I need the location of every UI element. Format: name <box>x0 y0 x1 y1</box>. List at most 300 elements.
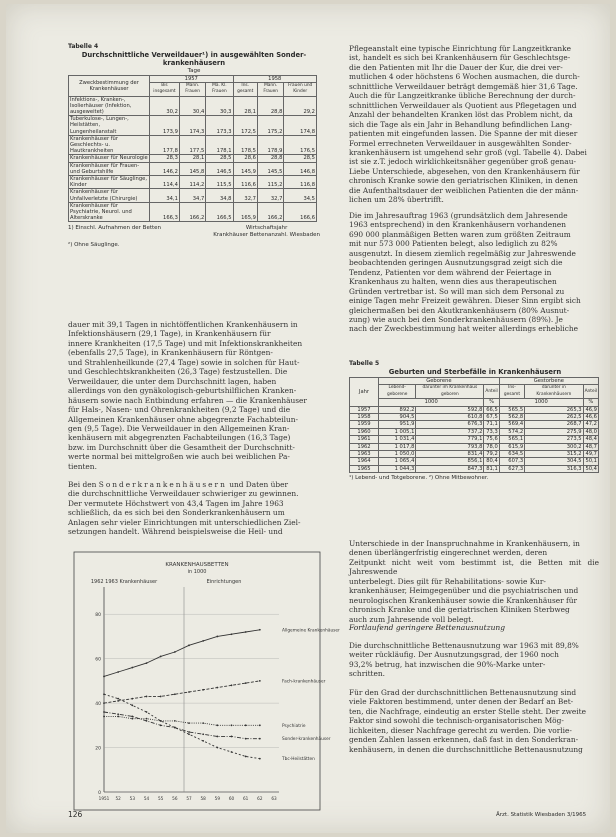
table4-row-label: Krankenhäuser für Geschlechts- u. Hautkrankheiten <box>69 135 150 155</box>
table5-unit: 1000 <box>379 399 484 406</box>
table5-cell: 847,3 <box>416 465 484 472</box>
table5-cell: 81,1 <box>484 465 499 472</box>
table5-sub-header: Ins-gesamt <box>499 385 524 399</box>
bed-chart-svg <box>74 552 340 810</box>
table4-cell: 166,5 <box>206 202 233 222</box>
chart-point <box>202 733 204 735</box>
chart-point <box>146 711 148 713</box>
table4-row-label: Krankenhäuser für Psychiatrie, Neurol. und Alterskranke <box>69 202 150 222</box>
table4-cell: 30,3 <box>206 96 233 116</box>
chart-point <box>117 700 119 702</box>
table5-cell: 275,9 <box>525 428 583 435</box>
table5-year: 1965 <box>350 465 379 472</box>
table5-unit: % <box>583 399 598 406</box>
table4-cell: 116,8 <box>284 176 317 189</box>
text-line: Infektionshäusern (29,1 Tage), in Krankenhäusern für <box>68 329 271 339</box>
text-line: Pflegeanstalt eine typische Einrichtung für Langzeitkranke <box>349 44 571 53</box>
chart-x-tick: 60 <box>228 796 235 801</box>
table5 <box>349 377 599 473</box>
chart-point <box>174 651 176 653</box>
table5-cell: 856,1 <box>416 458 484 465</box>
chart-point <box>259 680 261 682</box>
chart-y-tick: 0 <box>98 791 101 796</box>
table4-cell: 34,7 <box>179 189 205 202</box>
text-line: gen (9,5 Tage). Die Verweildauer in den Allgemeinen Kran- <box>68 423 290 433</box>
text-line: gleichermaßen bei den Akutkrankenhäusern (80% Ausnut- <box>349 305 570 315</box>
chart-point <box>216 736 218 738</box>
text-line: die durchschnittliche Verweildauer schwieriger zu gewinnen. <box>68 489 299 499</box>
chart-point <box>245 738 247 740</box>
table4-cell: 34,8 <box>206 189 233 202</box>
right-column-paragraph-3 <box>349 539 599 624</box>
text-line: 1963 entsprechend) in den Krankenhäusern vorhandenen <box>349 220 567 230</box>
table4-cell: 178,9 <box>257 135 283 155</box>
table4-footer-right-top: Wirtschaftsjahr <box>245 225 288 232</box>
table5-cell: 1 044,3 <box>379 465 416 472</box>
table5-cell: 1 031,4 <box>379 436 416 443</box>
table5-cell: 1 050,0 <box>379 451 416 458</box>
text-line: weiter rückläufig. Der Ausnutzungsgrad, der 1960 noch <box>349 650 559 660</box>
table4-cell: 174,3 <box>179 116 205 136</box>
table5-cell: 67,5 <box>484 414 499 421</box>
table5-cell: 73,3 <box>484 428 499 435</box>
table4-footnote: ²) Ohne Säuglinge. <box>68 242 120 249</box>
chart-x-tick: 59 <box>214 796 221 801</box>
chart-point <box>245 724 247 726</box>
chart-point <box>131 718 133 720</box>
chart-series-line <box>104 681 260 703</box>
chart-x-tick: 57 <box>186 796 192 801</box>
chart-x-tick: 54 <box>143 796 150 801</box>
chart-point <box>245 756 247 758</box>
table5-cell: 831,4 <box>416 451 484 458</box>
table5-cell: 607,3 <box>499 458 524 465</box>
text-line: für Hals-, Nasen- und Ohrenkrankheiten (9,2 Tage) und die <box>68 405 291 415</box>
table5-cell: 48,4 <box>583 436 598 443</box>
table5-cell: 592,8 <box>416 406 484 413</box>
chart-title: KRANKENHAUSBETTEN <box>165 562 229 568</box>
table5-unit: % <box>484 399 499 406</box>
text-line: mit nur 573 000 Patienten belegt, also lediglich zu 82% <box>349 239 558 249</box>
table4-cell: 114,4 <box>150 176 180 189</box>
table4-block <box>68 43 320 249</box>
table4-row <box>69 116 317 136</box>
table4-cell: 30,2 <box>150 96 180 116</box>
text-line: ten, die Nachfrage, eindeutig an erster Stelle steht. Der zweite <box>349 706 586 716</box>
chart-point <box>117 713 119 715</box>
table4-cell: 178,5 <box>233 135 257 155</box>
table5-cell: 48,0 <box>583 428 598 435</box>
chart-point <box>259 724 261 726</box>
table5-year: 1963 <box>350 451 379 458</box>
table4-row-label: Tuberkulose-, Lungen-, Heilstätten, Lungenheilanstalt <box>69 116 150 136</box>
table4-row-label: Krankenhäuser für Frauen- und Geburtshilfe <box>69 162 150 175</box>
text-line: schnittliche Verweildauer beträgt demgemäß hier 31,6 Tage. <box>349 81 578 91</box>
table4-col-header: Frauen und Kinder <box>284 83 317 96</box>
chart-point <box>117 671 119 673</box>
text-line: kenhäusern mit abgegrenzten Fachabteilungen (16,3 Tage) <box>68 433 291 443</box>
chart-point <box>259 758 261 760</box>
footer-right: Ärzt. Statistik Wiesbaden 3/1965 <box>496 812 587 818</box>
chart-point <box>259 738 261 740</box>
chart-series-line <box>104 712 260 739</box>
document-page <box>6 4 610 833</box>
text-line: die Aufenthaltsdauer der weiblichen Patienten die der männ- <box>349 185 579 195</box>
chart-series-line <box>104 716 260 725</box>
chart-point <box>103 693 105 695</box>
table5-sub-header: Anteil <box>583 385 598 399</box>
table4-cell: 177,8 <box>150 135 180 155</box>
chart-point <box>103 716 105 718</box>
table5-cell: 273,5 <box>525 436 583 443</box>
chart-y-tick: 40 <box>95 702 101 708</box>
table4-cell: 32,7 <box>233 189 257 202</box>
table5-year-header: Jahr <box>350 378 379 407</box>
text-line: beobachtenden geringen Ausnutzungsgrad zeigt sich die <box>349 258 563 268</box>
text-line: Anzahl der behandelten Kranken löst das Problem nicht, da <box>349 110 573 120</box>
table4-footer-right-bottom: Krankhäuser Bettenanzahl. Wiesbaden <box>213 232 320 239</box>
table4-cell: 166,3 <box>150 202 180 222</box>
text-line: Unterschiede in der Inanspruchnahme in Krankenhäusern, in <box>349 539 580 548</box>
text-line: Anlagen sehr vieler Einrichtungen mit unterschiedlichen Ziel- <box>68 517 301 527</box>
table4-cell: 177,5 <box>179 135 205 155</box>
table5-cell: 565,1 <box>499 436 524 443</box>
chart-point <box>231 736 233 738</box>
table5-row <box>350 406 599 413</box>
text-line: Tendenz, Patienten vor dem während der Feiertage in <box>349 267 552 277</box>
chart-point <box>160 724 162 726</box>
table5-cell: 1 005,1 <box>379 428 416 435</box>
text-line: auch zum Jahresende voll belegt. <box>349 614 474 624</box>
table5-cell: 75,6 <box>484 436 499 443</box>
table5-year: 1961 <box>350 436 379 443</box>
table5-cell: 779,1 <box>416 436 484 443</box>
table4-row <box>69 155 317 162</box>
chart-x-tick: 63 <box>271 796 277 801</box>
text-line: Der vermutete Höchstwert von 43,4 Tagen im Jahre 1963 <box>68 498 284 508</box>
table4-cell: 146,8 <box>284 162 317 175</box>
text-line: werte normal bei mittelgroßen wie auch bei weiblichen Pa- <box>68 452 290 462</box>
chart-point <box>146 720 148 722</box>
table5-unit: 1000 <box>499 399 583 406</box>
section-heading: Fortlaufend geringere Bettenausnutzung <box>349 623 506 632</box>
left-para2-emphasis: Sonderkrankenhäusern <box>98 480 227 489</box>
table4-cell: 34,1 <box>150 189 180 202</box>
table5-row <box>350 436 599 443</box>
table5-cell: 268,7 <box>525 421 583 428</box>
text-line: denen überlängerfristig eingerechnet werden, deren <box>349 548 548 558</box>
text-line: Die durchschnittliche Bettenausnutzung war 1963 mit 89,8% <box>349 641 579 650</box>
text-line: Zeitpunkt nicht weit vom bestimmt ist, die Betten mit die Jahreswende <box>349 557 599 577</box>
table5-cell: 46,9 <box>583 406 598 413</box>
table5-cell: 300,2 <box>525 443 583 450</box>
text-line: häusern sowie nach Entbindung erfahren — die Krankenhäuser <box>68 395 307 405</box>
chart-point <box>131 716 133 718</box>
table5-cell: 49,7 <box>583 451 598 458</box>
table5-cell: 627,3 <box>499 465 524 472</box>
table5-label: Tabelle 5 <box>349 360 380 367</box>
table4-cell: 28,1 <box>233 96 257 116</box>
table5-cell: 574,2 <box>499 428 524 435</box>
chart-x-tick: 55 <box>157 796 164 801</box>
table4-row <box>69 162 317 175</box>
table4-cell: 166,6 <box>284 202 317 222</box>
chart-point <box>131 667 133 669</box>
chart-point <box>103 702 105 704</box>
text-line: sich die Tage als ein Jahr in Behandlung befindlichen Lang- <box>349 119 573 129</box>
chart-point <box>117 698 119 700</box>
table5-row <box>350 414 599 421</box>
text-line: kenhäusern, in denen die durchschnittliche Bettenausnutzung <box>349 744 583 754</box>
text-line: ist, handelt es sich bei Krankenhäusern für Geschlechtsge- <box>349 53 571 63</box>
table5-year: 1960 <box>350 428 379 435</box>
text-line: die den Patienten mit Ihr die Dauer der Kur, die drei ver- <box>349 62 563 72</box>
table4-row <box>69 189 317 202</box>
text-line: unterbelegt. Dies gilt für Rehabilitations- sowie Kur- <box>349 576 546 586</box>
table4-cell: 29,2 <box>284 96 317 116</box>
table4-cell: 173,9 <box>150 116 180 136</box>
table4-cell: 28,3 <box>150 155 180 162</box>
chart-point <box>160 656 162 658</box>
table5-cell: 634,5 <box>499 451 524 458</box>
right-column-paragraph-5 <box>349 688 599 754</box>
chart-point <box>188 722 190 724</box>
text-line: krankenhäusern ist umgehend sehr groß (vgl. Tabelle 4). Dabei <box>349 147 587 157</box>
chart-point <box>231 684 233 686</box>
table4-cell: 28,5 <box>284 155 317 162</box>
table4-label: Tabelle 4 <box>68 43 99 50</box>
table4-year-header: 1957 <box>150 76 234 83</box>
chart-point <box>216 636 218 638</box>
left-column-paragraph-1 <box>68 320 320 471</box>
text-line: nach der Zweckbestimmung hat weiter allerdings erhebliche <box>349 324 579 334</box>
text-line: innere Krankheiten (17,5 Tage) und mit Infektionskrankheiten <box>68 338 303 348</box>
table5-cell: 904,5 <box>379 414 416 421</box>
chart-point <box>146 696 148 698</box>
chart-point <box>146 662 148 664</box>
right-column-paragraph-1 <box>349 44 599 205</box>
chart-point <box>131 698 133 700</box>
table5-cell: 565,5 <box>499 406 524 413</box>
table5-block <box>349 360 601 482</box>
page-number: 126 <box>68 810 83 819</box>
table5-cell: 46,6 <box>583 414 598 421</box>
table5-cell: 676,3 <box>416 421 484 428</box>
table5-cell: 315,2 <box>525 451 583 458</box>
table4-cell: 28,6 <box>233 155 257 162</box>
table5-cell: 892,2 <box>379 406 416 413</box>
text-line: Formel errechneten Verweildauer in ausgewählten Sonder- <box>349 138 572 148</box>
table5-sub-header: Anteil <box>484 385 499 399</box>
table5-title: Geburten und Sterbefälle in Krankenhäusern <box>388 368 562 376</box>
text-line: schnittlichen Verweildauer als Quotient aus Pflegetagen und <box>349 100 577 110</box>
table5-cell: 951,9 <box>379 421 416 428</box>
table5-cell: 316,3 <box>525 465 583 472</box>
chart-x-tick: 1951 <box>98 796 110 801</box>
chart-point <box>174 720 176 722</box>
table4-cell: 34,5 <box>284 189 317 202</box>
bed-chart <box>74 552 340 810</box>
table5-cell: 793,8 <box>416 443 484 450</box>
chart-x-tick: 56 <box>172 796 178 801</box>
table4-footer-left: 1) Einschl. Aufnahmen der Betten <box>68 225 162 232</box>
text-line: viele Faktoren bestimmend, unter denen der Bedarf an Bet- <box>349 697 574 707</box>
chart-x-tick: 58 <box>200 796 206 801</box>
table4-row-label: Krankenhäuser für Säuglinge, Kinder <box>69 176 150 189</box>
table4-cell: 176,5 <box>284 135 317 155</box>
table4-cell: 145,9 <box>233 162 257 175</box>
table4-cell: 28,8 <box>257 155 283 162</box>
chart-point <box>160 720 162 722</box>
table4-cell: 146,2 <box>150 162 180 175</box>
table4-col-header: Mä. Kl. Frauen <box>206 83 233 96</box>
table4-row <box>69 176 317 189</box>
text-line: ausgenutzt. In diesem ziemlich regelmäßig zur Jahreswende <box>349 248 576 258</box>
table4-cell: 32,7 <box>257 189 283 202</box>
table4 <box>68 75 317 222</box>
right-column-paragraph-4 <box>349 641 599 679</box>
table5-cell: 1 065,4 <box>379 458 416 465</box>
table5-row <box>350 443 599 450</box>
table4-unit: Tage <box>187 68 201 74</box>
table5-cell: 562,8 <box>499 414 524 421</box>
chart-x-tick: 61 <box>242 796 249 801</box>
table5-cell: 265,3 <box>525 406 583 413</box>
text-line: 93,2% betrug, hat inzwischen die 90%-Marke unter- <box>349 659 546 669</box>
table4-col-header: Ins. gesamt <box>233 83 257 96</box>
table4-title-line1: Durchschnittliche Verweildauer¹) in ausgewählten Sonder- <box>81 51 307 59</box>
text-line: lichen um 28% übertrifft. <box>349 195 444 205</box>
table4-cell: 175,2 <box>257 116 283 136</box>
text-line: lichkeiten, dieser Nachfrage gerecht zu werden. Die vorlie- <box>349 725 572 735</box>
text-line: einige Tagen mehr Freizeit gewähren. Dieser Sinn ergibt sich <box>349 296 581 306</box>
text-line: ist sie z.T. jedoch wirklichkeitsnäher gegenüber groß genau- <box>349 157 576 167</box>
chart-point <box>188 733 190 735</box>
chart-point <box>202 740 204 742</box>
table4-cell: 165,9 <box>233 202 257 222</box>
chart-y-tick: 80 <box>95 613 101 619</box>
chart-point <box>103 676 105 678</box>
text-line: Verweildauer, die unter dem Durchschnitt lagen, haben <box>68 376 277 386</box>
chart-point <box>160 696 162 698</box>
chart-y-tick: 20 <box>95 746 101 752</box>
table5-sub-header: darunter im Krankenhaus geboren <box>416 385 484 399</box>
chart-point <box>216 724 218 726</box>
text-line: neurologischen Krankenhäuser sowie die Krankenhäuser für <box>349 595 578 605</box>
table5-cell: 262,5 <box>525 414 583 421</box>
text-line: dauer mit 39,1 Tagen in nichtöffentlichen Krankenhäusern in <box>68 320 298 329</box>
table4-cell: 116,6 <box>233 176 257 189</box>
chart-point <box>146 718 148 720</box>
table5-sub-header: Lebend-geborene <box>379 385 416 399</box>
table4-row-label: Infektions-, Kranken-, Isolierhäuser (Infektion, ausgeweitet) <box>69 96 150 116</box>
chart-point <box>131 704 133 706</box>
text-line: Allgemeinen Krankenhäuser ohne abgegrenzte Fachabteilun- <box>68 414 299 424</box>
table4-group-header: Zweckbestimmung der Krankenhäuser <box>69 76 150 97</box>
chart-point <box>188 731 190 733</box>
text-line: (ebenfalls 27,5 Tage), in Krankenhäusern für Röntgen- <box>68 348 273 358</box>
table4-cell: 28,5 <box>206 155 233 162</box>
table5-cell: 47,2 <box>583 421 598 428</box>
table5-cell: 615,9 <box>499 443 524 450</box>
chart-point <box>188 644 190 646</box>
table4-cell: 166,2 <box>257 202 283 222</box>
table5-year: 1957 <box>350 406 379 413</box>
text-line: Liebe Unterschiede, abgesehen, von den Krankenhäusern für <box>349 166 580 176</box>
table4-cell: 145,5 <box>257 162 283 175</box>
table4-row <box>69 96 317 116</box>
chart-point <box>216 747 218 749</box>
chart-point <box>231 724 233 726</box>
chart-y-tick: 60 <box>95 657 101 663</box>
chart-point <box>174 727 176 729</box>
table4-cell: 114,2 <box>179 176 205 189</box>
table5-cell: 48,7 <box>583 443 598 450</box>
table4-cell: 115,5 <box>206 176 233 189</box>
chart-point <box>174 693 176 695</box>
chart-point <box>117 716 119 718</box>
chart-series-label: Psychiatrie <box>282 723 306 729</box>
chart-series-label: Fach-krankenhäuser <box>282 679 326 685</box>
table4-cell: 28,1 <box>179 155 205 162</box>
text-line: Für den Grad der durchschnittlichen Bettenausnutzung sind <box>349 688 577 697</box>
chart-series-label: Allgemeine Krankenhäuser <box>282 628 340 634</box>
table4-row <box>69 202 317 222</box>
text-line: setzungen handelt. Während beispielsweise die Heil- und <box>68 527 283 537</box>
chart-series-line <box>104 630 260 677</box>
text-line: Auch die für Langzeitkranke übliche Berechnung der durch- <box>349 91 576 101</box>
chart-series-line <box>104 694 260 758</box>
table4-row-label: Krankenhäuser für Neurologie <box>70 155 148 162</box>
text-line: Gründen vertretbar ist. So will man sich dem Personal zu <box>349 286 565 296</box>
table5-cell: 737,2 <box>416 428 484 435</box>
table4-title-line2: krankenhäusern <box>162 59 226 67</box>
text-line: schließlich, da es sich bei den Sonderkrankenhäusern um <box>68 508 285 518</box>
text-line: krankenhäuser, Heimgegenüber und die psychiatrischen und <box>349 586 579 596</box>
table5-cell: 50,4 <box>583 465 598 472</box>
table4-cell: 174,8 <box>284 116 317 136</box>
table4-col-header: Mann. Frauen <box>257 83 283 96</box>
text-line: zung) wie auch bei den Sonderkrankenhäusern (89%). Je <box>349 314 563 324</box>
table5-group-header: Gestorbene <box>499 378 598 385</box>
left-para2-lead: Bei den <box>68 480 97 489</box>
text-line: patienten mit eingefunden lassen. Die Spanne der mit dieser <box>349 129 578 139</box>
chart-series-label: Tbc-Heilstätten <box>282 757 315 763</box>
text-line: und Strahlenheilkunde (27,4 Tage) sowie in solchen für Haut- <box>68 357 300 367</box>
chart-x-tick: 53 <box>129 796 136 801</box>
table5-cell: 610,8 <box>416 414 484 421</box>
text-line: 690 000 planmäßigen Betten waren zum größten Zeitraum <box>349 229 571 239</box>
table5-year: 1964 <box>350 458 379 465</box>
chart-point <box>216 687 218 689</box>
table4-cell: 166,2 <box>179 202 205 222</box>
text-line: genden Zahlen lassen erkennen, daß fast in den Sonderkran- <box>349 735 579 745</box>
chart-point <box>202 722 204 724</box>
table5-row <box>350 458 599 465</box>
text-line: bzw. im Durchschnitt über die Gesamtheit der Durchschnitt- <box>68 442 295 452</box>
table5-row <box>350 421 599 428</box>
table5-year: 1962 <box>350 443 379 450</box>
chart-point <box>245 682 247 684</box>
table5-cell: 50,1 <box>583 458 598 465</box>
text-line: und Geschlechtskrankheiten (26,3 Tage) festzustellen. Die <box>68 367 288 377</box>
chart-point <box>231 751 233 753</box>
text-line: Faktor sind sowohl die technisch-organisatorischen Mög- <box>349 716 564 726</box>
table4-row-label: Krankenhäuser für Unfallverletzte (Chirurgie) <box>69 189 150 202</box>
chart-point <box>188 691 190 693</box>
table4-cell: 172,5 <box>233 116 257 136</box>
chart-point <box>202 689 204 691</box>
